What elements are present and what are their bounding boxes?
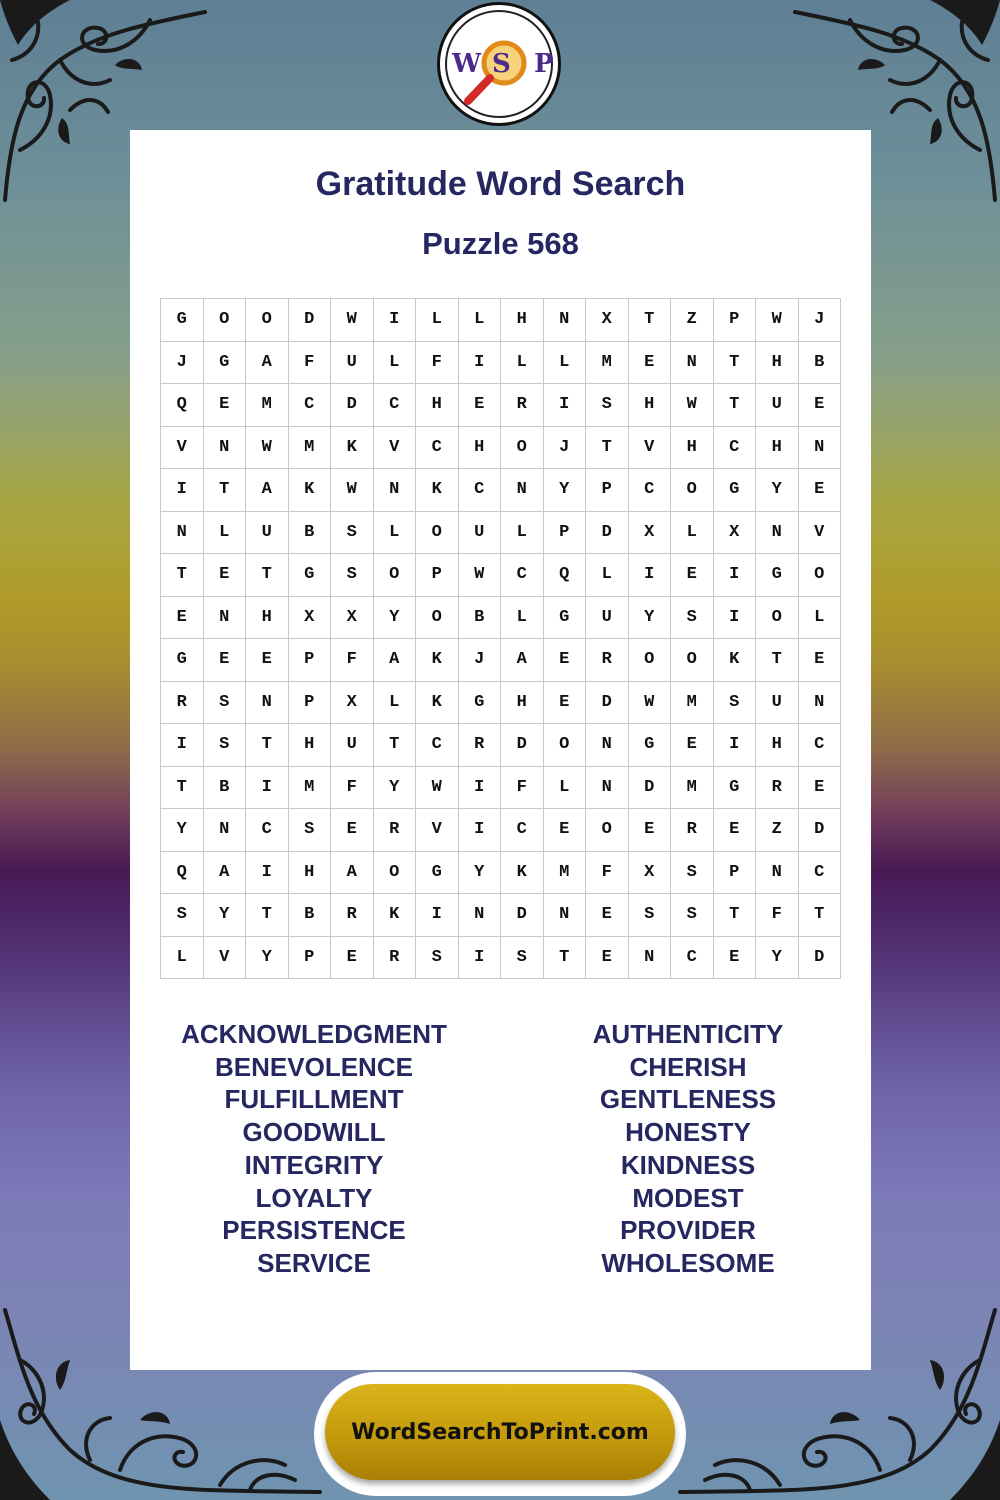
grid-cell[interactable]: I: [459, 342, 502, 385]
grid-cell[interactable]: W: [246, 427, 289, 470]
grid-cell[interactable]: M: [544, 852, 587, 895]
grid-cell[interactable]: B: [289, 894, 332, 937]
grid-cell[interactable]: K: [331, 427, 374, 470]
grid-cell[interactable]: X: [586, 299, 629, 342]
grid-cell[interactable]: H: [416, 384, 459, 427]
grid-cell[interactable]: E: [586, 894, 629, 937]
grid-cell[interactable]: K: [289, 469, 332, 512]
grid-cell[interactable]: M: [289, 427, 332, 470]
footer-badge: [314, 1372, 686, 1496]
grid-cell[interactable]: Q: [161, 384, 204, 427]
grid-cell[interactable]: I: [629, 554, 672, 597]
word-list-item: GOODWILL: [242, 1117, 386, 1148]
grid-cell[interactable]: L: [501, 597, 544, 640]
grid-cell[interactable]: G: [714, 767, 757, 810]
grid-cell[interactable]: X: [289, 597, 332, 640]
grid-cell[interactable]: I: [246, 767, 289, 810]
grid-cell[interactable]: J: [161, 342, 204, 385]
grid-cell[interactable]: N: [161, 512, 204, 555]
grid-cell[interactable]: B: [289, 512, 332, 555]
grid-cell[interactable]: G: [756, 554, 799, 597]
grid-cell[interactable]: V: [204, 937, 247, 980]
grid-cell[interactable]: S: [671, 894, 714, 937]
puzzle-card: [130, 130, 871, 1370]
grid-cell[interactable]: J: [799, 299, 842, 342]
grid-cell[interactable]: C: [799, 852, 842, 895]
grid-cell[interactable]: E: [799, 384, 842, 427]
grid-cell[interactable]: A: [374, 639, 417, 682]
grid-cell[interactable]: E: [331, 937, 374, 980]
word-list-item: KINDNESS: [620, 1149, 756, 1180]
grid-cell[interactable]: S: [586, 384, 629, 427]
grid-cell[interactable]: E: [246, 639, 289, 682]
grid-cell[interactable]: V: [629, 427, 672, 470]
grid-cell[interactable]: K: [374, 894, 417, 937]
grid-cell[interactable]: L: [374, 512, 417, 555]
grid-cell[interactable]: R: [756, 767, 799, 810]
grid-cell[interactable]: E: [161, 597, 204, 640]
grid-cell[interactable]: R: [459, 724, 502, 767]
grid-cell[interactable]: T: [714, 384, 757, 427]
grid-cell[interactable]: G: [161, 299, 204, 342]
grid-cell[interactable]: Q: [161, 852, 204, 895]
word-list-item: BENEVOLENCE: [215, 1051, 413, 1082]
grid-cell[interactable]: A: [204, 852, 247, 895]
grid-cell[interactable]: S: [331, 512, 374, 555]
grid-cell[interactable]: E: [586, 937, 629, 980]
grid-cell[interactable]: O: [586, 809, 629, 852]
grid-cell[interactable]: Z: [756, 809, 799, 852]
grid-cell[interactable]: H: [501, 682, 544, 725]
grid-cell[interactable]: L: [161, 937, 204, 980]
grid-cell[interactable]: M: [671, 682, 714, 725]
grid-cell[interactable]: N: [671, 342, 714, 385]
grid-cell[interactable]: U: [756, 682, 799, 725]
grid-cell[interactable]: L: [501, 512, 544, 555]
grid-cell[interactable]: G: [459, 682, 502, 725]
grid-cell[interactable]: F: [586, 852, 629, 895]
grid-cell[interactable]: V: [374, 427, 417, 470]
grid-cell[interactable]: B: [799, 342, 842, 385]
grid-cell[interactable]: C: [799, 724, 842, 767]
site-logo[interactable]: [437, 2, 561, 126]
grid-cell[interactable]: N: [586, 724, 629, 767]
grid-cell[interactable]: A: [246, 342, 289, 385]
grid-cell[interactable]: F: [289, 342, 332, 385]
grid-cell[interactable]: C: [416, 724, 459, 767]
grid-cell[interactable]: P: [544, 512, 587, 555]
grid-cell[interactable]: A: [246, 469, 289, 512]
grid-cell[interactable]: H: [756, 427, 799, 470]
grid-cell[interactable]: T: [544, 937, 587, 980]
grid-cell[interactable]: E: [544, 639, 587, 682]
word-list-left: [134, 1018, 494, 1280]
grid-cell[interactable]: O: [671, 469, 714, 512]
grid-cell[interactable]: O: [544, 724, 587, 767]
grid-cell[interactable]: X: [629, 852, 672, 895]
logo-letter-s: S: [492, 49, 511, 79]
grid-cell[interactable]: H: [671, 427, 714, 470]
grid-cell[interactable]: A: [331, 852, 374, 895]
grid-cell[interactable]: P: [289, 682, 332, 725]
grid-cell[interactable]: S: [714, 682, 757, 725]
grid-cell[interactable]: S: [416, 937, 459, 980]
grid-cell[interactable]: R: [586, 639, 629, 682]
word-list-item: ACKNOWLEDGMENT: [181, 1019, 447, 1049]
grid-cell[interactable]: P: [714, 852, 757, 895]
grid-cell[interactable]: A: [501, 639, 544, 682]
grid-cell[interactable]: G: [714, 469, 757, 512]
grid-cell[interactable]: D: [799, 937, 842, 980]
grid-cell[interactable]: D: [799, 809, 842, 852]
grid-cell[interactable]: K: [714, 639, 757, 682]
grid-cell[interactable]: I: [246, 852, 289, 895]
grid-cell[interactable]: I: [374, 299, 417, 342]
grid-cell[interactable]: W: [331, 299, 374, 342]
grid-cell[interactable]: T: [714, 894, 757, 937]
grid-cell[interactable]: L: [586, 554, 629, 597]
grid-cell[interactable]: C: [459, 469, 502, 512]
grid-cell[interactable]: P: [289, 937, 332, 980]
grid-cell[interactable]: D: [586, 682, 629, 725]
grid-cell[interactable]: S: [671, 852, 714, 895]
grid-cell[interactable]: W: [331, 469, 374, 512]
grid-cell[interactable]: W: [416, 767, 459, 810]
grid-cell[interactable]: T: [246, 894, 289, 937]
grid-cell[interactable]: E: [799, 469, 842, 512]
grid-cell[interactable]: Y: [756, 937, 799, 980]
grid-cell[interactable]: E: [629, 342, 672, 385]
grid-cell[interactable]: G: [204, 342, 247, 385]
grid-cell[interactable]: B: [459, 597, 502, 640]
grid-cell[interactable]: N: [459, 894, 502, 937]
grid-cell[interactable]: M: [586, 342, 629, 385]
grid-cell[interactable]: L: [544, 767, 587, 810]
grid-cell[interactable]: I: [459, 809, 502, 852]
grid-cell[interactable]: D: [501, 724, 544, 767]
grid-cell[interactable]: O: [799, 554, 842, 597]
grid-cell[interactable]: N: [374, 469, 417, 512]
grid-cell[interactable]: M: [671, 767, 714, 810]
grid-cell[interactable]: T: [161, 554, 204, 597]
grid-cell[interactable]: E: [799, 767, 842, 810]
grid-cell[interactable]: L: [374, 682, 417, 725]
grid-cell[interactable]: N: [204, 809, 247, 852]
grid-cell[interactable]: X: [714, 512, 757, 555]
grid-cell[interactable]: Y: [544, 469, 587, 512]
grid-cell[interactable]: E: [799, 639, 842, 682]
grid-cell[interactable]: C: [714, 427, 757, 470]
letter-grid: [160, 298, 841, 979]
grid-cell[interactable]: Y: [629, 597, 672, 640]
grid-cell[interactable]: F: [501, 767, 544, 810]
grid-cell[interactable]: R: [161, 682, 204, 725]
grid-cell[interactable]: C: [671, 937, 714, 980]
grid-cell[interactable]: O: [416, 512, 459, 555]
grid-cell[interactable]: T: [161, 767, 204, 810]
grid-cell[interactable]: N: [204, 427, 247, 470]
grid-cell[interactable]: K: [416, 469, 459, 512]
grid-cell[interactable]: H: [629, 384, 672, 427]
word-list-item: INTEGRITY: [244, 1149, 384, 1180]
grid-cell[interactable]: P: [416, 554, 459, 597]
grid-cell[interactable]: S: [671, 597, 714, 640]
grid-cell[interactable]: Y: [161, 809, 204, 852]
grid-cell[interactable]: O: [416, 597, 459, 640]
grid-cell[interactable]: L: [799, 597, 842, 640]
grid-cell[interactable]: Q: [544, 554, 587, 597]
grid-cell[interactable]: H: [756, 724, 799, 767]
grid-cell[interactable]: F: [416, 342, 459, 385]
word-list-item: WHOLESOME: [601, 1247, 775, 1278]
grid-cell[interactable]: I: [544, 384, 587, 427]
grid-cell[interactable]: E: [544, 682, 587, 725]
grid-cell[interactable]: L: [459, 299, 502, 342]
grid-cell[interactable]: N: [501, 469, 544, 512]
word-list-item: GENTLENESS: [599, 1084, 777, 1115]
grid-cell[interactable]: C: [629, 469, 672, 512]
grid-cell[interactable]: Y: [374, 597, 417, 640]
grid-cell[interactable]: R: [374, 809, 417, 852]
grid-cell[interactable]: G: [289, 554, 332, 597]
grid-cell[interactable]: E: [331, 809, 374, 852]
grid-cell[interactable]: C: [416, 427, 459, 470]
grid-cell[interactable]: S: [204, 724, 247, 767]
grid-cell[interactable]: J: [544, 427, 587, 470]
grid-cell[interactable]: C: [289, 384, 332, 427]
grid-cell[interactable]: N: [799, 682, 842, 725]
grid-cell[interactable]: E: [204, 554, 247, 597]
grid-cell[interactable]: E: [204, 639, 247, 682]
grid-cell[interactable]: C: [501, 809, 544, 852]
grid-cell[interactable]: T: [246, 724, 289, 767]
word-list-item: PERSISTENCE: [222, 1215, 406, 1246]
grid-cell[interactable]: H: [501, 299, 544, 342]
grid-cell[interactable]: D: [289, 299, 332, 342]
grid-cell[interactable]: R: [374, 937, 417, 980]
grid-cell[interactable]: T: [714, 342, 757, 385]
grid-cell[interactable]: N: [544, 299, 587, 342]
grid-cell[interactable]: I: [714, 724, 757, 767]
grid-cell[interactable]: C: [246, 809, 289, 852]
grid-cell[interactable]: L: [501, 342, 544, 385]
grid-cell[interactable]: D: [331, 384, 374, 427]
grid-cell[interactable]: E: [544, 809, 587, 852]
grid-cell[interactable]: N: [544, 894, 587, 937]
grid-cell[interactable]: R: [331, 894, 374, 937]
grid-cell[interactable]: W: [756, 299, 799, 342]
grid-cell[interactable]: U: [331, 342, 374, 385]
grid-cell[interactable]: H: [289, 852, 332, 895]
grid-cell[interactable]: D: [501, 894, 544, 937]
grid-cell[interactable]: X: [331, 597, 374, 640]
grid-cell[interactable]: D: [586, 512, 629, 555]
grid-cell[interactable]: R: [501, 384, 544, 427]
word-list-item: HONESTY: [625, 1117, 751, 1148]
grid-cell[interactable]: O: [204, 299, 247, 342]
grid-cell[interactable]: I: [459, 937, 502, 980]
grid-cell[interactable]: U: [246, 512, 289, 555]
grid-cell[interactable]: N: [629, 937, 672, 980]
grid-cell[interactable]: K: [501, 852, 544, 895]
grid-cell[interactable]: Y: [374, 767, 417, 810]
grid-cell[interactable]: E: [671, 554, 714, 597]
grid-cell[interactable]: U: [586, 597, 629, 640]
grid-cell[interactable]: G: [161, 639, 204, 682]
grid-cell[interactable]: W: [459, 554, 502, 597]
grid-cell[interactable]: F: [331, 639, 374, 682]
grid-cell[interactable]: T: [586, 427, 629, 470]
grid-cell[interactable]: T: [756, 639, 799, 682]
grid-cell[interactable]: I: [161, 724, 204, 767]
grid-cell[interactable]: W: [671, 384, 714, 427]
grid-cell[interactable]: O: [756, 597, 799, 640]
grid-cell[interactable]: H: [289, 724, 332, 767]
grid-cell[interactable]: T: [629, 299, 672, 342]
word-list-right: [508, 1018, 868, 1280]
grid-cell[interactable]: U: [331, 724, 374, 767]
grid-cell[interactable]: E: [671, 724, 714, 767]
grid-cell[interactable]: N: [246, 682, 289, 725]
site-link-button[interactable]: [325, 1384, 675, 1480]
grid-cell[interactable]: J: [459, 639, 502, 682]
grid-cell[interactable]: F: [331, 767, 374, 810]
grid-cell[interactable]: S: [501, 937, 544, 980]
grid-cell[interactable]: M: [289, 767, 332, 810]
grid-cell[interactable]: Y: [459, 852, 502, 895]
grid-cell[interactable]: Y: [204, 894, 247, 937]
grid-cell[interactable]: O: [629, 639, 672, 682]
grid-cell[interactable]: U: [459, 512, 502, 555]
grid-cell[interactable]: S: [629, 894, 672, 937]
grid-cell[interactable]: O: [374, 554, 417, 597]
grid-cell[interactable]: K: [416, 639, 459, 682]
puzzle-number: Puzzle 568: [422, 226, 579, 261]
grid-cell[interactable]: X: [331, 682, 374, 725]
page-title: Gratitude Word Search: [315, 165, 686, 203]
word-list-item: LOYALTY: [255, 1182, 373, 1213]
grid-cell[interactable]: E: [204, 384, 247, 427]
grid-cell[interactable]: I: [459, 767, 502, 810]
grid-cell[interactable]: V: [799, 512, 842, 555]
grid-cell[interactable]: V: [416, 809, 459, 852]
grid-cell[interactable]: P: [586, 469, 629, 512]
logo-letter-w: W: [452, 49, 482, 79]
grid-cell[interactable]: G: [416, 852, 459, 895]
grid-cell[interactable]: V: [161, 427, 204, 470]
grid-cell[interactable]: O: [246, 299, 289, 342]
grid-cell[interactable]: Y: [756, 469, 799, 512]
grid-cell[interactable]: K: [416, 682, 459, 725]
grid-cell[interactable]: H: [246, 597, 289, 640]
grid-cell[interactable]: L: [374, 342, 417, 385]
grid-cell[interactable]: I: [416, 894, 459, 937]
grid-cell[interactable]: Z: [671, 299, 714, 342]
grid-cell[interactable]: P: [714, 299, 757, 342]
grid-cell[interactable]: T: [204, 469, 247, 512]
grid-cell[interactable]: I: [161, 469, 204, 512]
site-link-label: WordSearchToPrint.com: [351, 1419, 649, 1445]
grid-cell[interactable]: R: [671, 809, 714, 852]
grid-cell[interactable]: X: [629, 512, 672, 555]
word-list-item: PROVIDER: [620, 1215, 756, 1246]
grid-cell[interactable]: G: [544, 597, 587, 640]
grid-cell[interactable]: D: [629, 767, 672, 810]
word-list-item: AUTHENTICITY: [592, 1019, 784, 1049]
grid-cell[interactable]: S: [161, 894, 204, 937]
grid-cell[interactable]: N: [586, 767, 629, 810]
grid-cell[interactable]: I: [714, 597, 757, 640]
logo-letter-p: P: [534, 49, 554, 79]
grid-cell[interactable]: N: [799, 427, 842, 470]
grid-cell[interactable]: N: [756, 512, 799, 555]
grid-cell[interactable]: C: [374, 384, 417, 427]
grid-cell[interactable]: E: [714, 809, 757, 852]
grid-cell[interactable]: O: [374, 852, 417, 895]
word-list-item: FULFILLMENT: [224, 1084, 404, 1115]
grid-cell[interactable]: O: [501, 427, 544, 470]
grid-cell[interactable]: L: [204, 512, 247, 555]
grid-cell[interactable]: O: [671, 639, 714, 682]
grid-cell[interactable]: E: [629, 809, 672, 852]
grid-cell[interactable]: T: [374, 724, 417, 767]
grid-cell[interactable]: E: [714, 937, 757, 980]
grid-cell[interactable]: T: [246, 554, 289, 597]
grid-cell[interactable]: L: [416, 299, 459, 342]
grid-cell[interactable]: S: [204, 682, 247, 725]
grid-cell[interactable]: F: [756, 894, 799, 937]
word-list-item: MODEST: [632, 1182, 744, 1213]
grid-cell[interactable]: B: [204, 767, 247, 810]
grid-cell[interactable]: L: [544, 342, 587, 385]
grid-cell[interactable]: E: [459, 384, 502, 427]
grid-cell[interactable]: C: [501, 554, 544, 597]
grid-cell[interactable]: S: [331, 554, 374, 597]
grid-cell[interactable]: N: [204, 597, 247, 640]
grid-cell[interactable]: Y: [246, 937, 289, 980]
word-list-item: CHERISH: [629, 1051, 747, 1082]
grid-cell[interactable]: W: [629, 682, 672, 725]
grid-cell[interactable]: S: [289, 809, 332, 852]
grid-cell[interactable]: P: [289, 639, 332, 682]
grid-cell[interactable]: H: [756, 342, 799, 385]
grid-cell[interactable]: N: [756, 852, 799, 895]
grid-cell[interactable]: L: [671, 512, 714, 555]
grid-cell[interactable]: G: [629, 724, 672, 767]
grid-cell[interactable]: H: [459, 427, 502, 470]
grid-cell[interactable]: U: [756, 384, 799, 427]
word-list-item: SERVICE: [257, 1247, 371, 1278]
grid-cell[interactable]: I: [714, 554, 757, 597]
grid-cell[interactable]: M: [246, 384, 289, 427]
grid-cell[interactable]: T: [799, 894, 842, 937]
